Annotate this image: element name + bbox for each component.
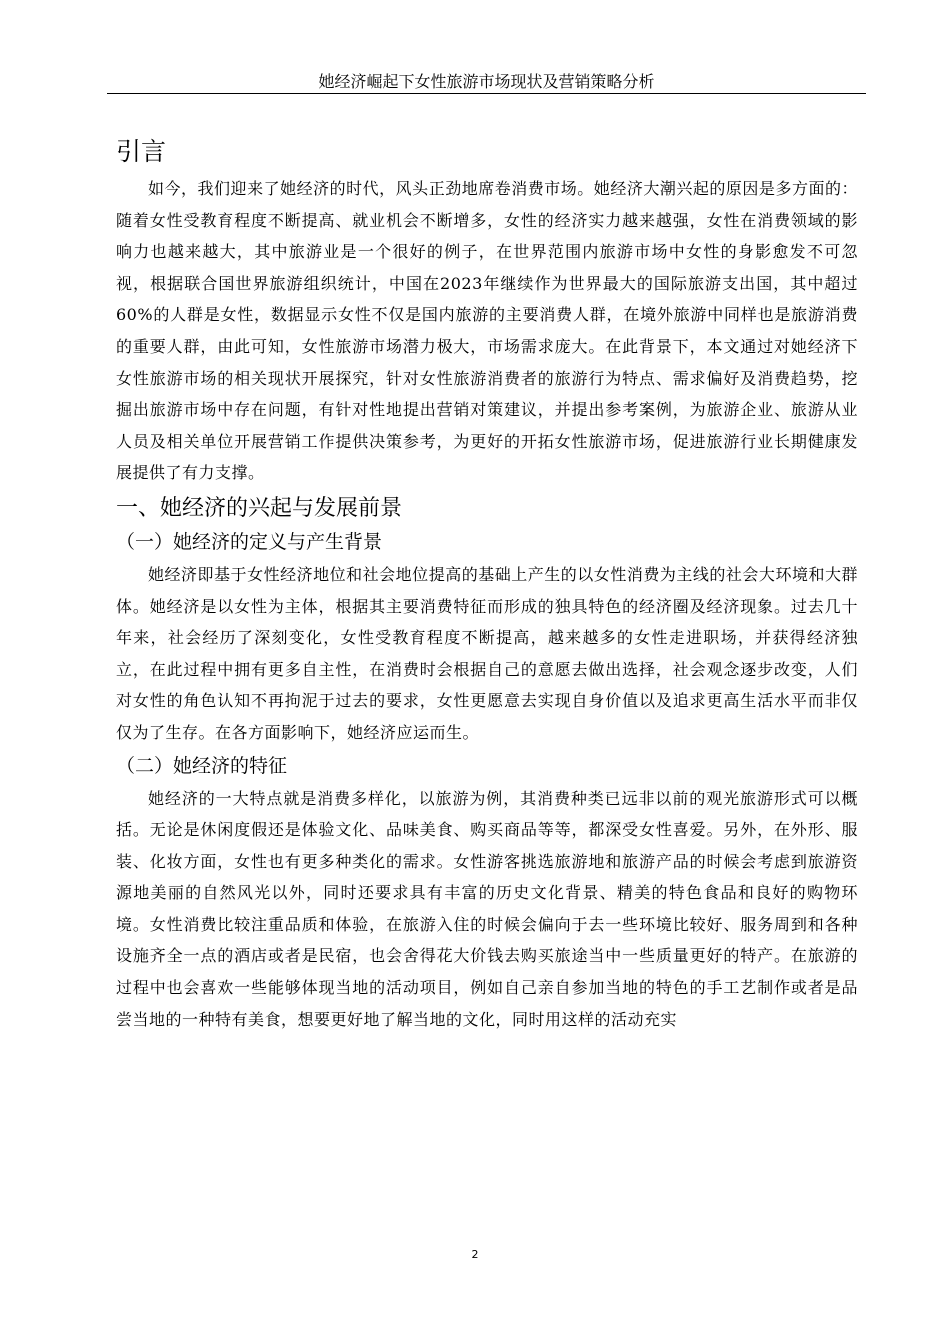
section1-sub2-heading: （二）她经济的特征 [116,754,288,777]
page-body [116,133,858,1035]
section1-sub2-paragraph: 她经济的一大特点就是消费多样化，以旅游为例，其消费种类已远非以前的观光旅游形式可以概括。无论是休闲度假还是体验文化、品味美食、购买商品等等，都深受女性喜爱。另外，在外形、服装、化妆方面，女性也有更多种类化的需求。女性游客挑选旅游地和旅游产品的时候会考虑到旅游资源地美丽的自然风光以外，同时还要求具有丰富的历史文化背景、精美的特色食品和良好的购物环境。女性消费比较注重品质和体验，在旅游入住的时候会偏向于去一些环境比较好、服务周到和各种设施齐全一点的酒店或者是民宿，也会舍得花大价钱去购买旅途当中一些质量更好的特产。在旅游的过程中也会喜欢一些能够体现当地的活动项目，例如自己亲自参加当地的特色的手工艺制作或者是品尝当地的一种特有美食，想要更好地了解当地的文化，同时用这样的活动充实 [116,788,858,1029]
intro-heading: 引言 [116,137,167,166]
section1-heading: 一、她经济的兴起与发展前景 [116,495,403,521]
page-number: 2 [471,1248,479,1261]
header-rule [107,93,866,94]
intro-paragraph: 如今，我们迎来了她经济的时代，风头正劲地席卷消费市场。她经济大潮兴起的原因是多方面的：随着女性受教育程度不断提高、就业机会不断增多，女性的经济实力越来越强，女性在消费领域的影响力也越来越大，其中旅游业是一个很好的例子，在世界范围内旅游市场中女性的身影愈发不可忽视，根据联合国世界旅游组织统计，中国在2023年继续作为世界最大的国际旅游支出国，其中超过60%的人群是女性，数据显示女性不仅是国内旅游的主要消费人群，在境外旅游中同样也是旅游消费的重要人群，由此可知，女性旅游市场潜力极大，市场需求庞大。在此背景下，本文通过对她经济下女性旅游市场的相关现状开展探究，针对女性旅游消费者的旅游行为特点、需求偏好及消费趋势，挖掘出旅游市场中存在问题，有针对性地提出营销对策建议，并提出参考案例，为旅游企业、旅游从业人员及相关单位开展营销工作提供决策参考，为更好的开拓女性旅游市场，促进旅游行业长期健康发展提供了有力支撑。 [116,179,858,483]
section1-sub1-heading: （一）她经济的定义与产生背景 [116,530,383,553]
running-header: 她经济崛起下女性旅游市场现状及营销策略分析 [318,72,655,91]
section1-sub1-paragraph: 她经济即基于女性经济地位和社会地位提高的基础上产生的以女性消费为主线的社会大环境和大群体。她经济是以女性为主体，根据其主要消费特征而形成的独具特色的经济圈及经济现象。过去几十年来，社会经历了深刻变化，女性受教育程度不断提高，越来越多的女性走进职场，并获得经济独立，在此过程中拥有更多自主性，在消费时会根据自己的意愿去做出选择，社会观念逐步改变，人们对女性的角色认知不再拘泥于过去的要求，女性更愿意去实现自身价值以及追求更高生活水平而非仅仅为了生存。在各方面影响下，她经济应运而生。 [116,564,858,742]
